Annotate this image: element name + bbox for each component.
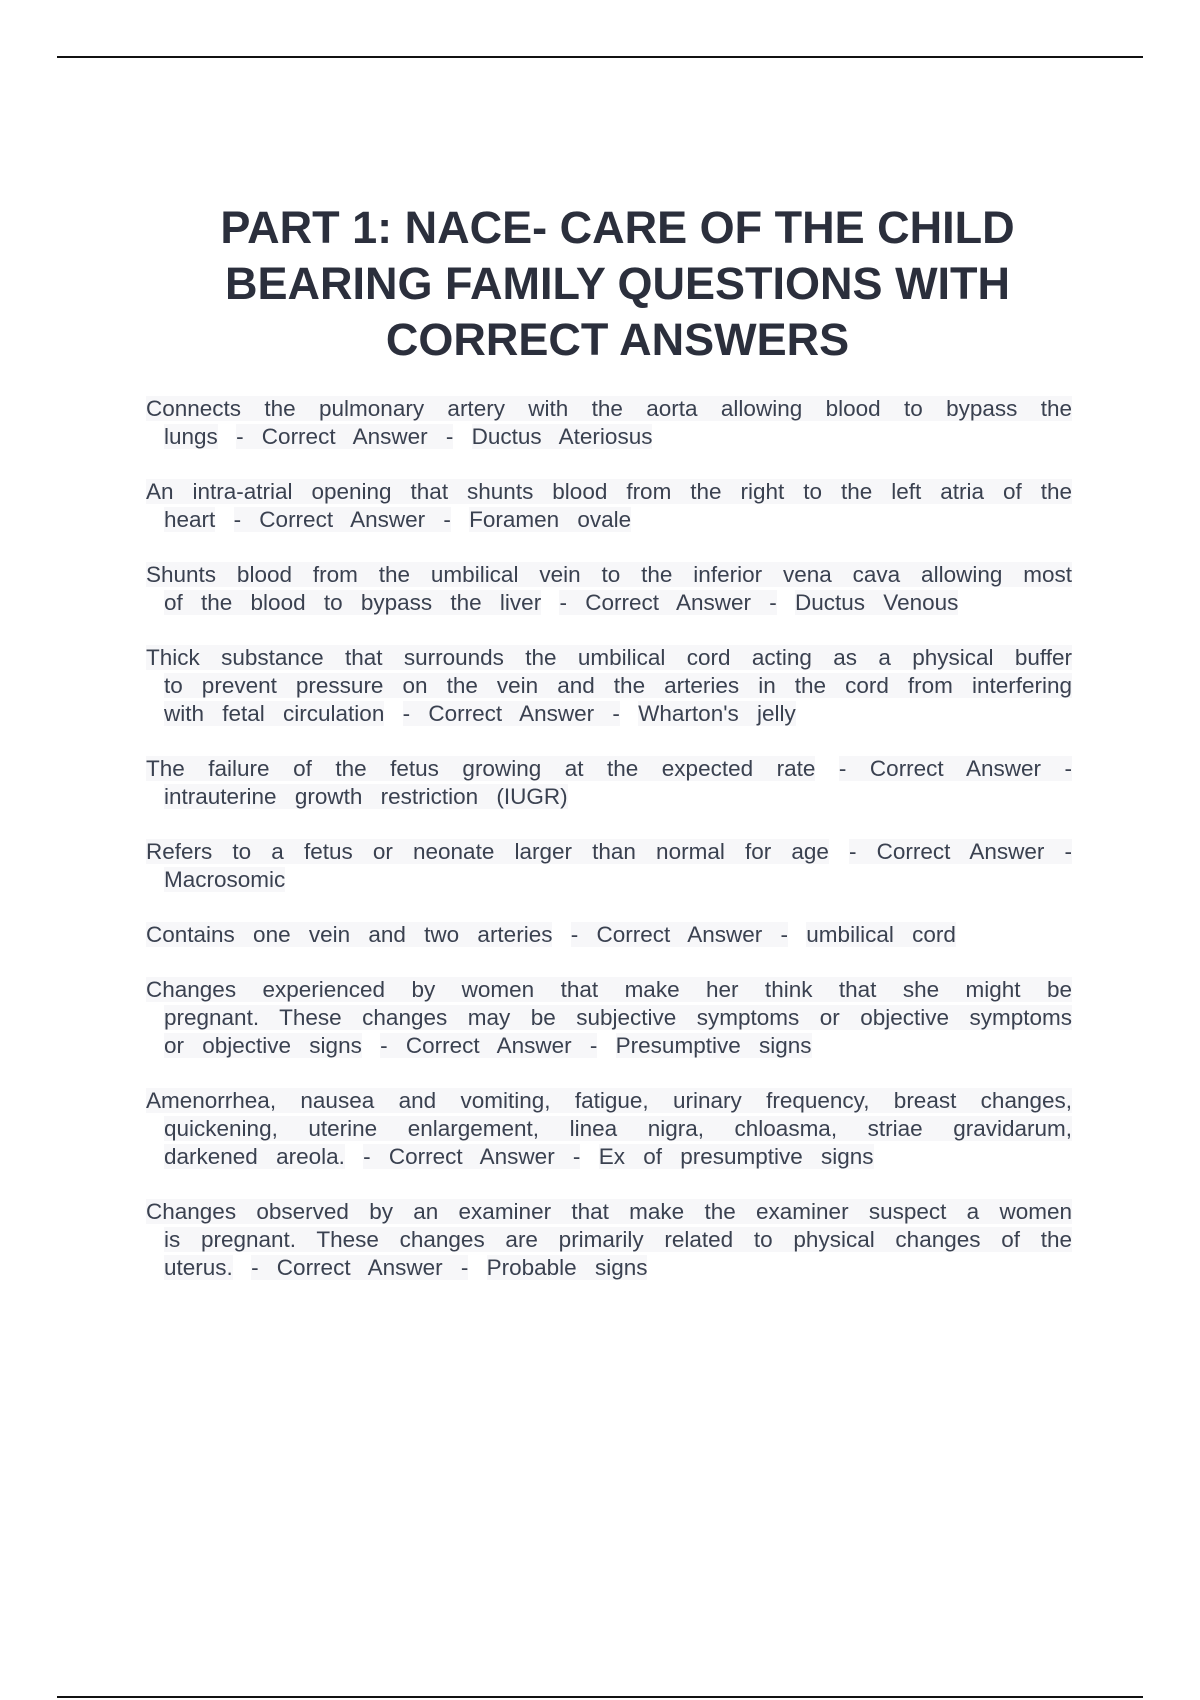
document-title: PART 1: NACE- CARE OF THE CHILD BEARING FAMILY QUESTIONS WITH CORRECT ANSWERS [220,202,1015,365]
top-rule [57,56,1143,58]
qa-answer: intrauterine growth restriction (IUGR) [164,784,568,809]
bottom-rule [57,1696,1143,1698]
qa-answer: Probable signs [486,1255,648,1280]
qa-answer: Ex of presumptive signs [598,1144,874,1169]
qa-item [146,395,1072,451]
qa-question: Connects the pulmonary artery with the aorta allowing blood to bypass the lungs [146,396,1072,449]
qa-separator: - Correct Answer - [838,756,1072,781]
qa-question: An intra-atrial opening that shunts blood from the right to the left atria of the heart [146,479,1072,532]
qa-item [146,755,1072,811]
qa-item [146,1198,1072,1282]
qa-item [146,478,1072,534]
qa-question: Changes observed by an examiner that make the examiner suspect a women is pregnant. These changes are primarily related to physical changes of the uterus. [146,1199,1072,1280]
qa-answer: Ductus Ateriosus [471,424,653,449]
qa-question: Refers to a fetus or neonate larger than normal for age [146,839,829,864]
qa-answer: Wharton's jelly [638,701,796,726]
qa-item [146,921,1072,949]
qa-question: The failure of the fetus growing at the expected rate [146,756,816,781]
qa-item [146,976,1072,1060]
qa-separator: - Correct Answer - [251,1255,469,1280]
qa-separator: - Correct Answer - [236,424,454,449]
qa-separator: - Correct Answer - [380,1033,598,1058]
qa-question: Shunts blood from the umbilical vein to the inferior vena cava allowing most of the blood to bypass the liver [146,562,1072,615]
qa-answer: Presumptive signs [615,1033,812,1058]
qa-question: Thick substance that surrounds the umbilical cord acting as a physical buffer to prevent pressure on the vein and the arteries in the cord from interfering with fetal circulation [146,645,1072,726]
qa-answer: Foramen ovale [469,507,632,532]
qa-question: Amenorrhea, nausea and vomiting, fatigue, urinary frequency, breast changes, quickening, uterine enlargement, linea nigra, chloasma, striae gravidarum, darkened areola. [146,1088,1072,1169]
qa-item [146,644,1072,728]
qa-item [146,838,1072,894]
qa-item [146,561,1072,617]
qa-question: Changes experienced by women that make her think that she might be pregnant. These changes may be subjective symptoms or objective symptoms or objective signs [146,977,1072,1058]
qa-item [146,1087,1072,1171]
qa-answer: Ductus Venous [795,590,959,615]
qa-list [146,395,1072,1309]
qa-separator: - Correct Answer - [570,922,789,947]
qa-separator: - Correct Answer - [402,701,620,726]
qa-separator: - Correct Answer - [233,507,451,532]
qa-question: Contains one vein and two arteries [146,922,553,947]
qa-answer: Macrosomic [164,867,286,892]
qa-separator: - Correct Answer - [559,590,777,615]
qa-answer: umbilical cord [806,922,956,947]
qa-separator: - Correct Answer - [849,839,1072,864]
qa-separator: - Correct Answer - [363,1144,581,1169]
